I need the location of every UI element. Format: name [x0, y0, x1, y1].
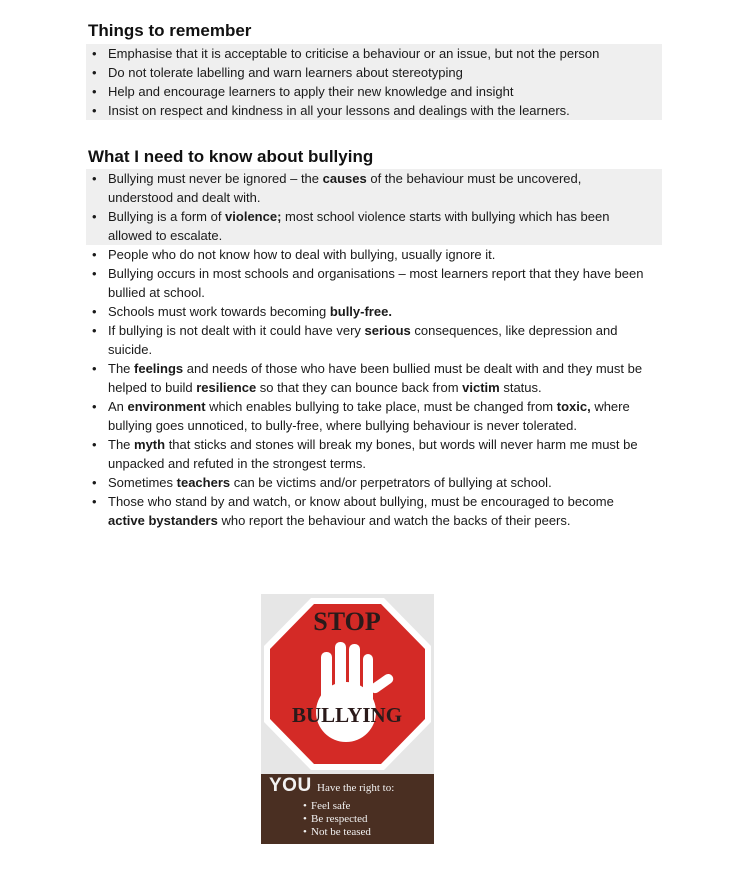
text-run: The — [108, 361, 135, 376]
right-item: • Not be teased — [303, 826, 371, 839]
text-run: People who do not know how to deal with bullying, usually ignore it. — [108, 247, 496, 262]
bullying-fact-item — [86, 397, 662, 435]
text-run: status. — [499, 380, 542, 395]
bullying-fact-item — [86, 169, 662, 207]
bullying-fact-item — [86, 207, 662, 245]
rights-panel — [261, 774, 434, 844]
stop-text: STOP — [313, 607, 381, 636]
text-run: Sometimes — [108, 475, 177, 490]
text-run: Bullying is a form of — [108, 209, 226, 224]
text-run: The — [108, 437, 135, 452]
text-run: Those who stand by and watch, or know about bullying, must be encouraged to become — [108, 494, 614, 509]
text-run: Bullying must never be ignored – the — [108, 171, 323, 186]
heading-things-to-remember: Things to remember — [88, 21, 252, 40]
bold-term: violence; — [225, 209, 282, 224]
text-run: where bullying goes unnoticed, to bully-free, where bullying behaviour is never tolerated. — [108, 399, 630, 433]
bullying-fact-item — [86, 359, 662, 397]
text-run: An — [108, 399, 128, 414]
remember-item: • Do not tolerate labelling and warn learners about stereotyping — [86, 63, 662, 82]
text-run: can be victims and/or perpetrators of bullying at school. — [230, 475, 552, 490]
you-text: YOU — [269, 775, 312, 796]
remember-list — [86, 44, 662, 120]
bullying-fact-item — [86, 492, 662, 530]
text-run: Bullying occurs in most schools and organisations – most learners report that they have been bullied at school. — [108, 266, 644, 300]
bold-term: victim — [462, 380, 500, 395]
text-run: and needs of those who have been bullied must be dealt with and they must be helped to build — [108, 361, 643, 395]
bold-term: active bystanders — [108, 513, 218, 528]
right-item: • Feel safe — [303, 800, 371, 813]
rights-list — [303, 800, 371, 839]
bullying-fact-item — [86, 245, 662, 264]
right-item: • Be respected — [303, 813, 371, 826]
bullying-fact-item — [86, 473, 662, 492]
stop-bullying-poster — [261, 594, 434, 844]
bullying-fact-item — [86, 264, 662, 302]
bold-term: bully-free. — [329, 304, 392, 319]
bold-term: teachers — [176, 475, 231, 490]
bold-term: feelings — [134, 361, 184, 376]
remember-item: • Emphasise that it is acceptable to criticise a behaviour or an issue, but not the person — [86, 44, 662, 63]
stop-sign-image — [261, 594, 434, 774]
remember-item: • Help and encourage learners to apply their new knowledge and insight — [86, 82, 662, 101]
bullying-fact-item — [86, 321, 662, 359]
bold-term: myth — [134, 437, 166, 452]
text-run: which enables bullying to take place, must be changed from — [205, 399, 557, 414]
bullying-facts-list — [86, 169, 662, 530]
bullying-fact-item — [86, 302, 662, 321]
text-run: so that they can bounce back from — [256, 380, 463, 395]
text-run: If bullying is not dealt with it could have very — [108, 323, 365, 338]
bold-term: environment — [127, 399, 206, 414]
text-run: of the behaviour must be uncovered, understood and dealt with. — [108, 171, 582, 205]
bullying-fact-item — [86, 435, 662, 473]
bold-term: toxic, — [556, 399, 591, 414]
bold-term: causes — [322, 171, 367, 186]
heading-bullying-facts: What I need to know about bullying — [88, 147, 374, 166]
text-run: Schools must work towards becoming — [108, 304, 330, 319]
text-run: consequences, like depression and suicide. — [108, 323, 618, 357]
text-run: who report the behaviour and watch the backs of their peers. — [217, 513, 571, 528]
right-to-text: Have the right to: — [317, 782, 395, 794]
bold-term: resilience — [196, 380, 257, 395]
bullying-text: BULLYING — [291, 703, 403, 727]
bold-term: serious — [364, 323, 411, 338]
remember-item: • Insist on respect and kindness in all your lessons and dealings with the learners. — [86, 101, 662, 120]
text-run: most school violence starts with bullying which has been allowed to escalate. — [108, 209, 610, 243]
text-run: that sticks and stones will break my bones, but words will never harm me must be unpacked and refuted in the strongest terms. — [108, 437, 638, 471]
